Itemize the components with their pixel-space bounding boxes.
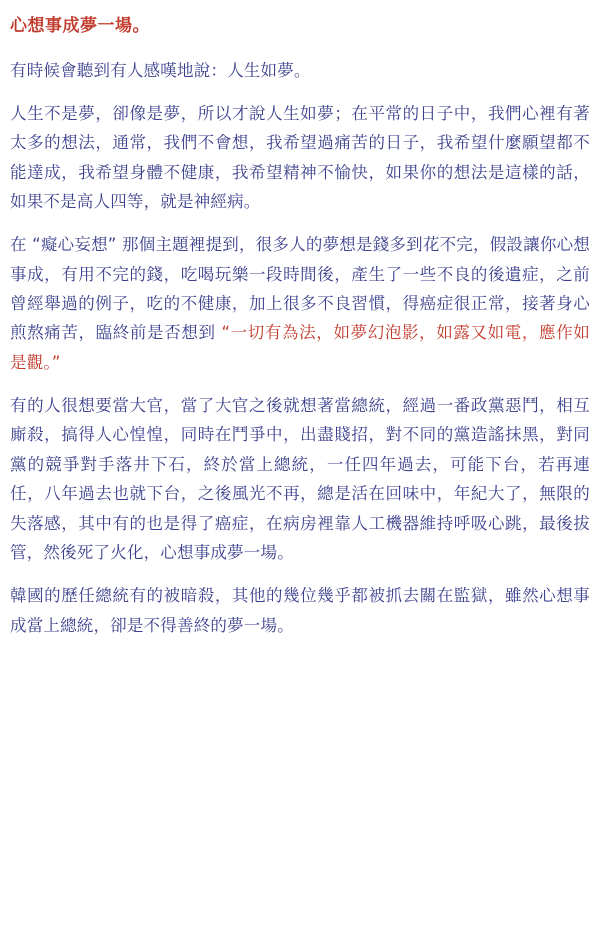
- paragraph-1: 有時候會聽到有人感嘆地說：人生如夢。: [10, 60, 311, 80]
- paragraph-3-lead: 在 “癡心妄想” 那個主題裡提到，很多人的夢想是錢多到花不完，假設讓你心想事成，有用不完的錢，吃喝玩樂一段時間後，產生了一些不良的後遺症，之前曾經舉過的例子，吃的不健康，加上很多不良習慣，得癌症很正常，接著身心煎熬痛苦，臨終前是否想到: [10, 235, 590, 343]
- sutra-quote: “一切有為法，如夢幻泡影，如露又如電，應作如是觀。”: [10, 323, 590, 372]
- paragraph-3: [10, 230, 590, 377]
- page-title: 心想事成夢一場。: [10, 16, 150, 36]
- paragraph-4: 有的人很想要當大官，當了大官之後就想著當總統，經過一番政黨惡鬥，相互廝殺，搞得人心惶惶，同時在鬥爭中，出盡賤招，對不同的黨造謠抹黑，對同黨的競爭對手落井下石，終於當上總統，一任四年過去，可能下台，若再連任，八年過去也就下台，之後風光不再，總是活在回味中，年紀大了，無限的失落感，其中有的也是得了癌症，在病房裡靠人工機器維持呼吸心跳，最後拔管，然後死了火化，心想事成夢一場。: [10, 396, 590, 562]
- paragraph-2: 人生不是夢，卻像是夢，所以才說人生如夢；在平常的日子中，我們心裡有著太多的想法，通常，我們不會想，我希望過痛苦的日子，我希望什麼願望都不能達成，我希望身體不健康，我希望精神不愉快，如果你的想法是這樣的話，如果不是高人四等，就是神經病。: [10, 103, 590, 211]
- paragraph-5: 韓國的歷任總統有的被暗殺，其他的幾位幾乎都被抓去關在監獄，雖然心想事成當上總統，卻是不得善終的夢一場。: [10, 586, 590, 635]
